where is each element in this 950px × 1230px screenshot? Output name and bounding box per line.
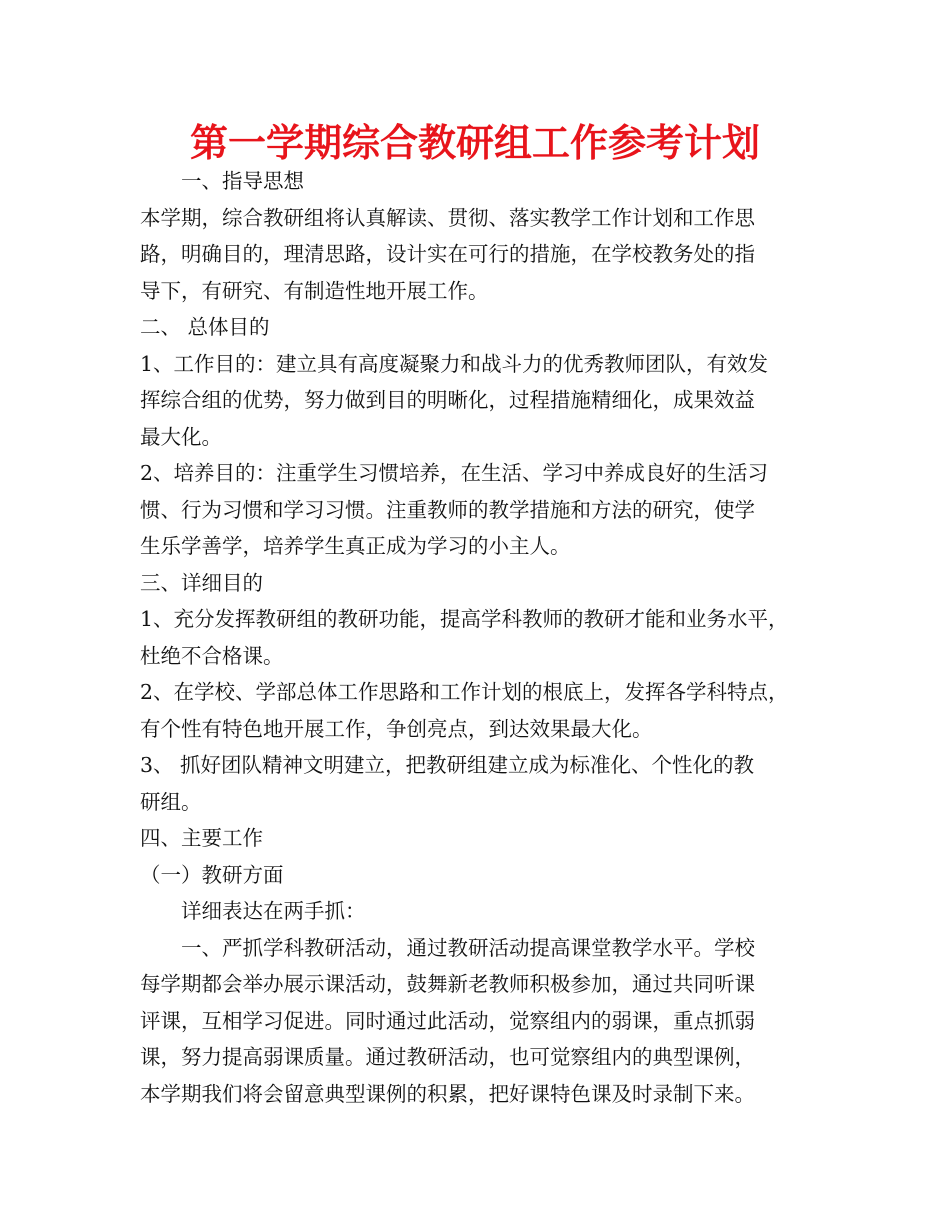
body-line: 2、培养目的：注重学生习惯培养，在生活、学习中养成良好的生活习 — [140, 461, 769, 485]
body-line: 详细表达在两手抓： — [181, 899, 366, 923]
body-line: 四、主要工作 — [140, 826, 263, 850]
body-line: （一）教研方面 — [140, 862, 284, 887]
body-line: 生乐学善学，培养学生真正成为学习的小主人。 — [140, 534, 571, 558]
body-line: 最大化。 — [140, 424, 222, 449]
body-line: 一、严抓学科教研活动，通过教研活动提高课堂教学水平。学校 — [181, 935, 755, 960]
body-line: 本学期，综合教研组将认真解读、贯彻、落实教学工作计划和工作思 — [140, 205, 755, 230]
body-line: 3、 抓好团队精神文明建立，把教研组建立成为标准化、个性化的教 — [140, 753, 755, 777]
body-line: 每学期都会举办展示课活动，鼓舞新老教师积极参加，通过共同听课 — [140, 972, 755, 996]
body-line: 挥综合组的优势，努力做到目的明晰化，过程措施精细化，成果效益 — [140, 388, 755, 412]
body-line: 评课，互相学习促进。同时通过此活动，觉察组内的弱课，重点抓弱 — [140, 1008, 755, 1033]
body-line: 一、指导思想 — [181, 169, 304, 193]
body-line: 三、详细目的 — [140, 570, 263, 595]
body-line: 导下，有研究、有制造性地开展工作。 — [140, 278, 489, 303]
document-body — [140, 163, 820, 1112]
body-line: 2、在学校、学部总体工作思路和工作计划的根底上，发挥各学科特点， — [140, 680, 789, 704]
body-line: 路，明确目的，理清思路，设计实在可行的措施，在学校教务处的指 — [140, 242, 755, 266]
body-line: 惯、行为习惯和学习习惯。注重教师的教学措施和方法的研究，使学 — [140, 497, 755, 522]
body-line: 二、 总体目的 — [140, 315, 270, 339]
body-line: 1、充分发挥教研组的教研功能，提高学科教师的教研才能和业务水平， — [140, 607, 789, 631]
document-title: 第一学期综合教研组工作参考计划 — [189, 121, 760, 165]
body-line: 研组。 — [140, 789, 202, 814]
body-line: 杜绝不合格课。 — [140, 643, 284, 668]
body-line: 课，努力提高弱课质量。通过教研活动，也可觉察组内的典型课例， — [140, 1045, 755, 1069]
body-line: 本学期我们将会留意典型课例的积累，把好课特色课及时录制下来。 — [140, 1081, 755, 1106]
body-line: 1、工作目的：建立具有高度凝聚力和战斗力的优秀教师团队，有效发 — [140, 351, 769, 376]
body-line: 有个性有特色地开展工作，争创亮点，到达效果最大化。 — [140, 716, 653, 741]
